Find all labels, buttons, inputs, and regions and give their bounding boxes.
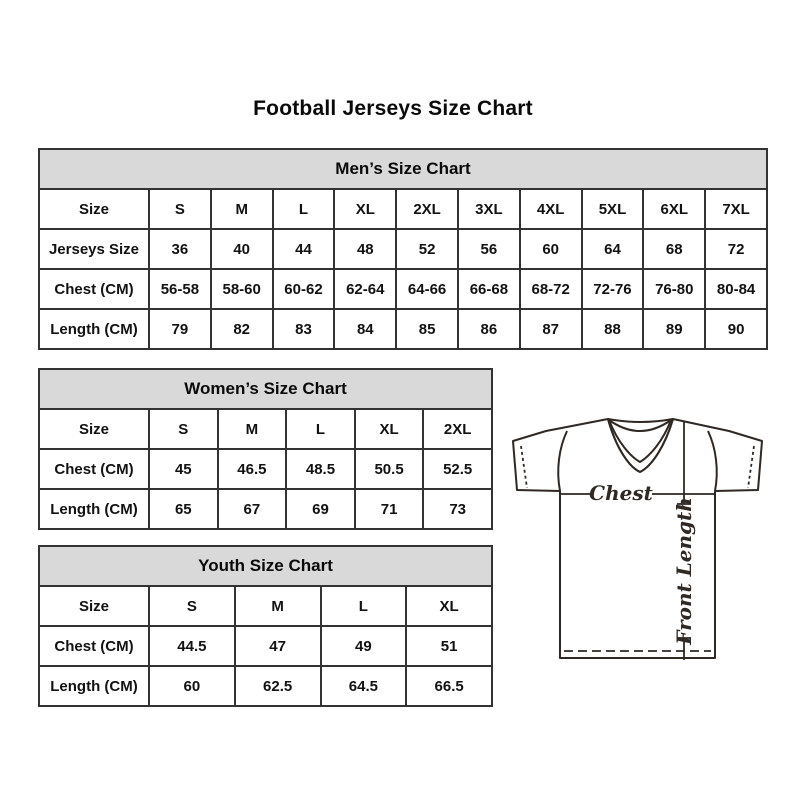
table-title-row (39, 546, 492, 586)
cell: 88 (582, 309, 644, 349)
table-title-row (39, 149, 767, 189)
cell: 56-58 (149, 269, 211, 309)
cell: 46.5 (218, 449, 287, 489)
cell: 73 (423, 489, 492, 529)
cell: 52 (396, 229, 458, 269)
column-header: M (218, 409, 287, 449)
mens-size-table (38, 148, 768, 350)
column-header: Size (39, 409, 149, 449)
column-header: 7XL (705, 189, 767, 229)
cell: 62.5 (235, 666, 321, 706)
row-label: Chest (CM) (39, 269, 149, 309)
column-header: 2XL (423, 409, 492, 449)
cell: 83 (273, 309, 335, 349)
cell: 69 (286, 489, 355, 529)
cell: 49 (321, 626, 407, 666)
collar-band-top (608, 419, 673, 422)
column-header: M (235, 586, 321, 626)
cell: 72-76 (582, 269, 644, 309)
column-header: 5XL (582, 189, 644, 229)
column-header: XL (406, 586, 492, 626)
cell: 86 (458, 309, 520, 349)
table-title-row (39, 369, 492, 409)
womens-table-title: Women’s Size Chart (39, 369, 492, 409)
cell: 64.5 (321, 666, 407, 706)
table-row (39, 489, 492, 529)
cell: 48 (334, 229, 396, 269)
column-header: L (273, 189, 335, 229)
cell: 79 (149, 309, 211, 349)
cell: 60 (149, 666, 235, 706)
column-header: L (286, 409, 355, 449)
column-header: 6XL (643, 189, 705, 229)
header-row (39, 409, 492, 449)
cell: 40 (211, 229, 273, 269)
jersey-measurement-diagram-icon (505, 406, 770, 668)
cell: 65 (149, 489, 218, 529)
cell: 80-84 (705, 269, 767, 309)
cell: 87 (520, 309, 582, 349)
page-title: Football Jerseys Size Chart (253, 97, 533, 120)
cell: 84 (334, 309, 396, 349)
column-header: 4XL (520, 189, 582, 229)
cell: 36 (149, 229, 211, 269)
column-header: XL (334, 189, 396, 229)
cell: 45 (149, 449, 218, 489)
cell: 58-60 (211, 269, 273, 309)
cell: 48.5 (286, 449, 355, 489)
cell: 66-68 (458, 269, 520, 309)
cell: 82 (211, 309, 273, 349)
mens-table-title: Men’s Size Chart (39, 149, 767, 189)
column-header: 3XL (458, 189, 520, 229)
table-row (39, 626, 492, 666)
table-row (39, 229, 767, 269)
header-row (39, 189, 767, 229)
cell: 90 (705, 309, 767, 349)
column-header: Size (39, 586, 149, 626)
youth-table-title: Youth Size Chart (39, 546, 492, 586)
table-row (39, 449, 492, 489)
cell: 60 (520, 229, 582, 269)
row-label: Chest (CM) (39, 449, 149, 489)
column-header: S (149, 189, 211, 229)
column-header: L (321, 586, 407, 626)
cell: 89 (643, 309, 705, 349)
column-header: XL (355, 409, 424, 449)
table-row (39, 666, 492, 706)
column-header: 2XL (396, 189, 458, 229)
cell: 60-62 (273, 269, 335, 309)
table-row (39, 269, 767, 309)
cell: 52.5 (423, 449, 492, 489)
cell: 44 (273, 229, 335, 269)
jersey-outline (513, 419, 762, 658)
row-label: Length (CM) (39, 666, 149, 706)
cell: 76-80 (643, 269, 705, 309)
column-header: M (211, 189, 273, 229)
row-label: Chest (CM) (39, 626, 149, 666)
cell: 85 (396, 309, 458, 349)
table-row (39, 309, 767, 349)
cell: 50.5 (355, 449, 424, 489)
cell: 62-64 (334, 269, 396, 309)
cell: 64-66 (396, 269, 458, 309)
chest-label: Chest (589, 481, 653, 505)
header-row (39, 586, 492, 626)
cell: 64 (582, 229, 644, 269)
column-header: S (149, 409, 218, 449)
cell: 66.5 (406, 666, 492, 706)
cell: 47 (235, 626, 321, 666)
column-header: S (149, 586, 235, 626)
youth-size-table (38, 545, 493, 707)
cell: 68 (643, 229, 705, 269)
cell: 71 (355, 489, 424, 529)
cell: 44.5 (149, 626, 235, 666)
front-length-label: Front Length (672, 497, 696, 645)
row-label: Length (CM) (39, 489, 149, 529)
row-label: Jerseys Size (39, 229, 149, 269)
cell: 67 (218, 489, 287, 529)
cell: 56 (458, 229, 520, 269)
column-header: Size (39, 189, 149, 229)
cell: 68-72 (520, 269, 582, 309)
womens-size-table (38, 368, 493, 530)
cell: 72 (705, 229, 767, 269)
cell: 51 (406, 626, 492, 666)
row-label: Length (CM) (39, 309, 149, 349)
